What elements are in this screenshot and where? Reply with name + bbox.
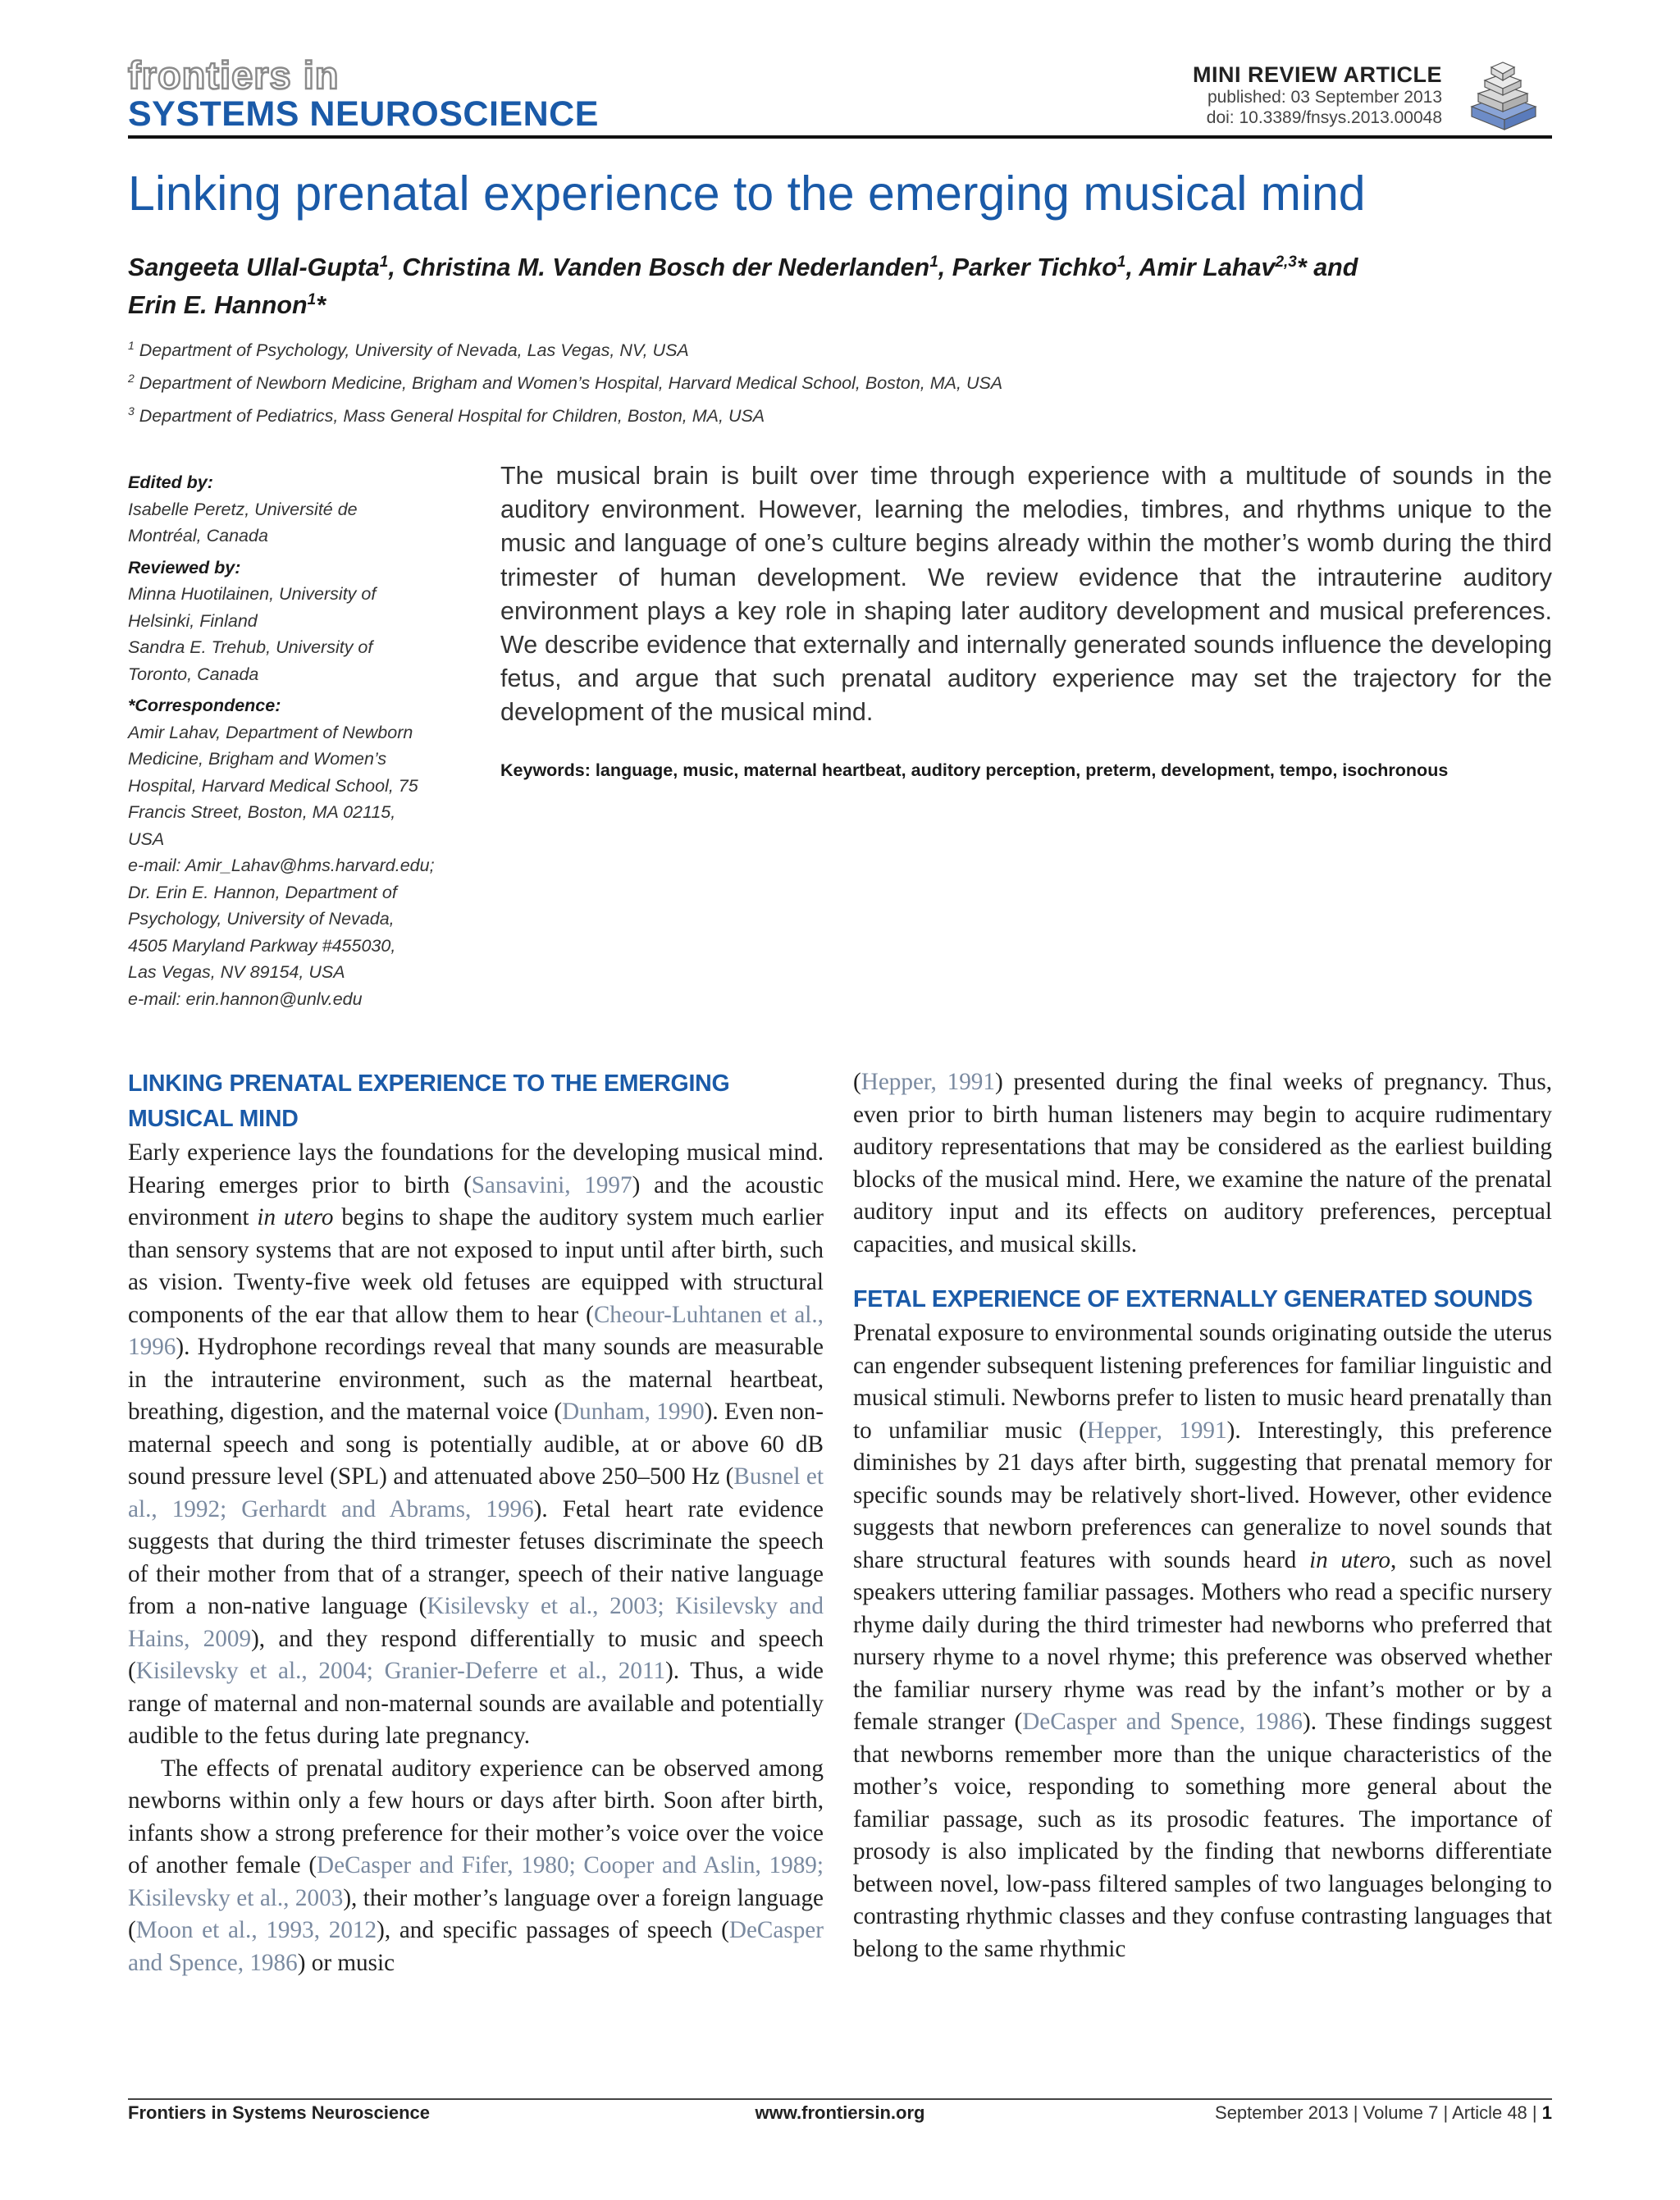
text-run: ) or music xyxy=(297,1949,395,1976)
body-column-right xyxy=(853,1066,1552,1965)
stacked-blocks-icon xyxy=(1465,56,1541,133)
text-run: ). Interestingly, this preference diminishes by 21 days after birth, suggesting that prenatal memory for specific sounds may be relatively short-lived. However, other evidence suggests that newborn preferences can generalize to novel sounds that share structural features with sounds heard xyxy=(853,1417,1552,1573)
reviewer-line: Sandra E. Trehub, University of xyxy=(128,637,373,657)
footer-issue-info xyxy=(1215,2100,1552,2126)
emphasis: in utero xyxy=(1309,1546,1390,1573)
body-paragraph xyxy=(853,1317,1552,1965)
citation-link[interactable]: Dunham, 1990 xyxy=(562,1399,705,1425)
reviewer-line: Toronto, Canada xyxy=(128,664,259,684)
text-run: ). Hydrophone recordings reveal that many sounds are measurable in the intrauterine environment, such as the maternal heartbeat, breathing, digestion, and the maternal voice ( xyxy=(128,1334,824,1425)
text-run: Early experience lays the foundations for the developing musical mind. Hearing emerges prior to birth ( xyxy=(128,1139,824,1198)
text-run: ), and specific passages of speech ( xyxy=(377,1917,729,1943)
edited-by-label: Edited by: xyxy=(128,472,213,492)
editor-line: Isabelle Peretz, Université de xyxy=(128,499,358,519)
citation-link[interactable]: Kisilevsky et al., 2004; Granier-Deferre et al., 2011 xyxy=(135,1658,666,1684)
section-heading: FETAL EXPERIENCE OF EXTERNALLY GENERATED SOUNDS xyxy=(853,1286,1533,1312)
section-heading: LINKING PRENATAL EXPERIENCE TO THE EMERGING MUSICAL MIND xyxy=(128,1070,730,1132)
citation-link[interactable]: Cheour-Luhtanen et al., 1996 xyxy=(128,1301,824,1360)
footer-journal: Frontiers in Systems Neuroscience xyxy=(128,2102,431,2123)
text-run: ). These findings suggest that newborns remember more than the unique characteristics of the mother’s voice, responding to something more general about the familiar passage, such as its prosodic features. The importance of prosody is also implicated by the finding that newborns differentiate between novel, low-pass filtered samples of two languages belonging to contrasting rhythmic classes and they confuse contrasting languages that belong to the same rhythmic xyxy=(853,1709,1552,1962)
author: Erin E. Hannon$^1$* xyxy=(128,291,326,320)
correspondence-line: Francis Street, Boston, MA 02115, xyxy=(128,802,396,822)
author: Sangeeta Ullal-Gupta$^1$, xyxy=(128,253,403,282)
citation-link[interactable]: Kisilevsky et al., 2003; Kisilevsky and Hains, 2009 xyxy=(128,1593,824,1652)
journal-name-line2: SYSTEMS NEUROSCIENCE xyxy=(128,94,599,134)
citation-link[interactable]: DeCasper and Fifer, 1980; Cooper and Aslin, 1989; Kisilevsky et al., 2003 xyxy=(128,1852,824,1911)
journal-name-line1: frontiers in xyxy=(128,53,340,97)
affiliation: $^2$ Department of Newborn Medicine, Brigham and Women’s Hospital, Harvard Medical School, Boston, MA, USA xyxy=(128,372,1003,394)
correspondence-line: USA xyxy=(128,828,165,849)
text-run: ). Thus, a wide range of maternal and non-maternal sounds are available and potentially audible to the fetus during late pregnancy. xyxy=(128,1658,824,1749)
text-run: begins to shape the auditory system much earlier than sensory systems that are not exposed to input until after birth, such as vision. Twenty-five week old fetuses are equipped with structural components of the ear that allow them to hear ( xyxy=(128,1204,824,1328)
correspondence-line: Medicine, Brigham and Women’s xyxy=(128,749,387,769)
correspondence-line: Amir Lahav, Department of Newborn xyxy=(128,722,413,742)
correspondence-email[interactable]: e-mail: Amir_Lahav@hms.harvard.edu; xyxy=(128,856,435,875)
published-date: published: 03 September 2013 xyxy=(1207,88,1442,107)
reviewer-line: Helsinki, Finland xyxy=(128,610,258,631)
correspondence-line: Dr. Erin E. Hannon, Department of xyxy=(128,882,397,902)
body-paragraph xyxy=(853,1066,1552,1261)
reviewed-by-label: Reviewed by: xyxy=(128,557,241,577)
article-meta xyxy=(1193,62,1442,128)
text-run: , such as novel speakers uttering familiar passages. Mothers who read a specific nursery rhyme daily during the third trimester had newborns who preferred that nursery rhyme to a novel rhyme; this preference was observed whether the familiar nursery rhyme was read by the infant’s mother or by a female stranger ( xyxy=(853,1546,1552,1735)
citation-link[interactable]: DeCasper and Spence, 1986 xyxy=(128,1917,824,1976)
text-run: The effects of prenatal auditory experience can be observed among newborns within only a few hours or days after birth. Soon after birth, infants show a strong preference for their mother’s voice over the voice of another female ( xyxy=(128,1755,824,1878)
body-paragraph xyxy=(128,1753,824,1980)
footer-website-link[interactable]: www.frontiersin.org xyxy=(755,2102,925,2123)
correspondence-line: Psychology, University of Nevada, xyxy=(128,909,395,929)
emphasis: in utero xyxy=(257,1204,334,1230)
correspondence-email[interactable]: e-mail: erin.hannon@unlv.edu xyxy=(128,988,363,1009)
citation-link[interactable]: DeCasper and Spence, 1986 xyxy=(1022,1709,1303,1735)
keywords: Keywords: language, music, maternal heartbeat, auditory perception, preterm, development, tempo, isochronous xyxy=(500,760,1449,780)
header-rule xyxy=(128,135,1552,139)
affiliation: $^3$ Department of Pediatrics, Mass General Hospital for Children, Boston, MA, USA xyxy=(128,404,765,427)
body-column-left xyxy=(128,1066,824,1979)
correspondence-label: *Correspondence: xyxy=(128,696,281,715)
citation-link[interactable]: Hepper, 1991 xyxy=(861,1069,995,1095)
editorial-sidebar xyxy=(128,469,472,1012)
journal-logo xyxy=(128,53,637,134)
correspondence-line: 4505 Maryland Parkway #455030, xyxy=(128,935,396,956)
abstract: The musical brain is built over time through experience with a multitude of sounds in the auditory environment. However, learning the melodies, timbres, and rhythms unique to the music and language of one’s culture begins already within the mother’s womb during the third trimester of human development. We review evidence that the intrauterine auditory environment plays a key role in shaping later auditory development and musical preferences. We describe evidence that externally and internally generated sounds influence the developing fetus, and argue that such prenatal auditory experience may set the trajectory for the development of the musical mind. xyxy=(500,462,1552,727)
page-number: 1 xyxy=(1541,2102,1552,2123)
text-run: ), and they respond differentially to music and speech ( xyxy=(128,1625,824,1684)
author: Amir Lahav$^{2,3}$* and xyxy=(1139,253,1358,282)
text-run: ). Fetal heart rate evidence suggests that during the third trimester fetuses discriminate the speech of their mother from that of a stranger, speech of their native language from a non-native language ( xyxy=(128,1495,824,1619)
citation-link[interactable]: Busnel et al., 1992; Gerhardt and Abrams, 1996 xyxy=(128,1463,824,1522)
editor-line: Montréal, Canada xyxy=(128,526,268,545)
correspondence-line: Las Vegas, NV 89154, USA xyxy=(128,962,345,982)
affiliations xyxy=(128,331,1555,430)
article-type: MINI REVIEW ARTICLE xyxy=(1193,62,1442,87)
affiliation: $^1$ Department of Psychology, University of Nevada, Las Vegas, NV, USA xyxy=(128,339,689,361)
text-run: ) and the acoustic environment xyxy=(128,1171,824,1230)
text-run: ). Even non-maternal speech and song is potentially audible, at or above 60 dB sound pressure level (SPL) and attenuated above 250–500 Hz ( xyxy=(128,1399,824,1490)
text-run: ( xyxy=(853,1069,861,1095)
text-run: Prenatal exposure to environmental sounds originating outside the uterus can engender subsequent listening preferences for familiar linguistic and musical stimuli. Newborns prefer to listen to music heard prenatally than to unfamiliar music ( xyxy=(853,1320,1552,1444)
body-paragraph xyxy=(128,1137,824,1753)
footer-issue: September 2013 | Volume 7 | Article 48 | xyxy=(1215,2102,1537,2123)
doi: doi: 10.3389/fnsys.2013.00048 xyxy=(1206,108,1442,127)
text-run: ), their mother’s language over a foreign language ( xyxy=(128,1884,824,1943)
author-list xyxy=(128,246,1555,322)
citation-link[interactable]: Moon et al., 1993, 2012 xyxy=(135,1917,377,1943)
citation-link[interactable]: Hepper, 1991 xyxy=(1086,1417,1227,1444)
text-run: ) presented during the final weeks of pregnancy. Thus, even prior to birth human listeners may begin to acquire rudimentary auditory representations that may be considered as the earliest building blocks of the musical mind. Here, we examine the nature of the prenatal auditory input and its effects on auditory preferences, perceptual capacities, and musical skills. xyxy=(853,1069,1552,1257)
reviewer-line: Minna Huotilainen, University of xyxy=(128,584,377,604)
correspondence-line: Hospital, Harvard Medical School, 75 xyxy=(128,775,418,796)
author: Parker Tichko$^1$, xyxy=(952,253,1139,282)
citation-link[interactable]: Sansavini, 1997 xyxy=(471,1171,632,1198)
article-title: Linking prenatal experience to the emerging musical mind xyxy=(128,167,1366,221)
author: Christina M. Vanden Bosch der Nederlanden$^1$, xyxy=(402,253,952,282)
